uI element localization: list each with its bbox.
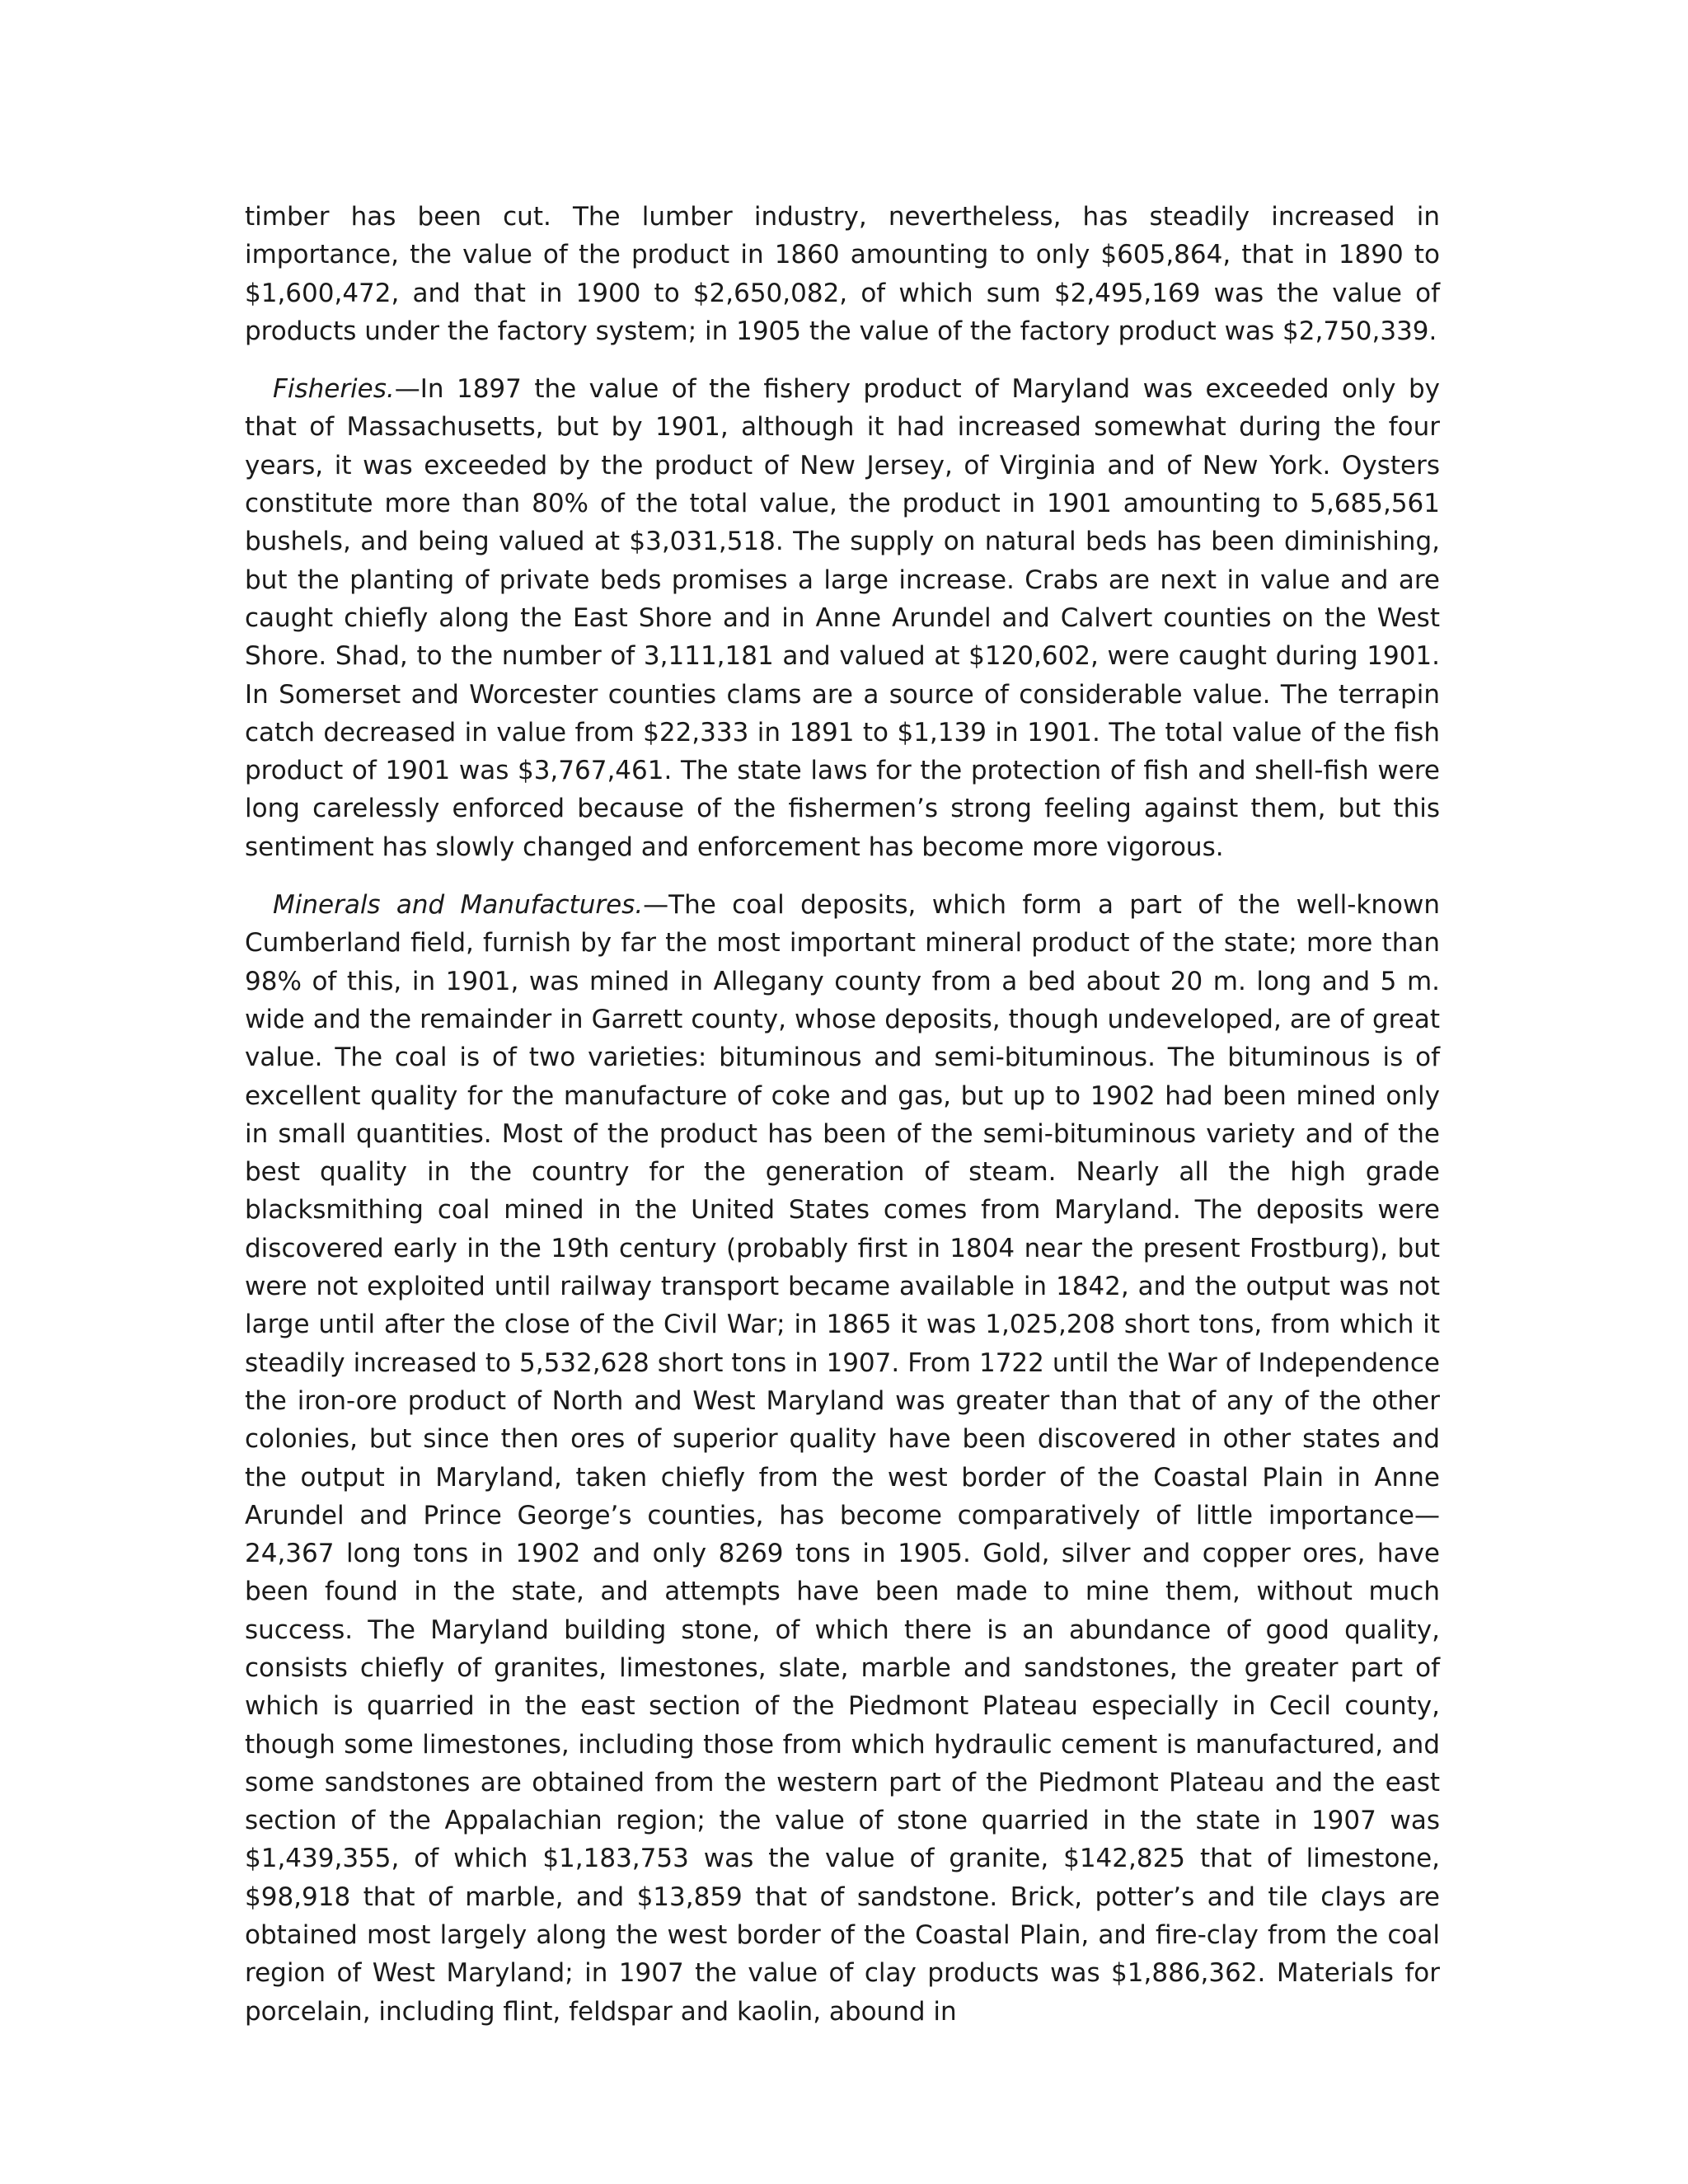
paragraph-lumber <box>245 198 1440 350</box>
paragraph-body: timber has been cut. The lumber industry, nevertheless, has steadily increased in importance, the value of the product in 1860 amounting to only $605,864, that in 1890 to $1,600,472, and that in 1900 to $2,650,082, of which sum $2,495,169 was the value of products under the factory system; in 1905 the value of the factory product was $2,750,339. <box>245 202 1440 346</box>
text-column <box>245 198 1440 2050</box>
paragraph-body: —In 1897 the value of the fishery product of Maryland was exceeded only by that of Massachusetts, but by 1901, although it had increased somewhat during the four years, it was exceeded by the product of New Jersey, of Virginia and of New York. Oysters constitute more than 80% of the total value, the product in 1901 amounting to 5,685,561 bushels, and being valued at $3,031,518. The supply on natural beds has been diminishing, but the planting of private beds promises a large increase. Crabs are next in value and are caught chiefly along the East Shore and in Anne Arundel and Calvert counties on the West Shore. Shad, to the number of 3,111,181 and valued at $120,602, were caught during 1901. In Somerset and Worcester counties clams are a source of considerable value. The terrapin catch decreased in value from $22,333 in 1891 to $1,139 in 1901. The total value of the fish product of 1901 was $3,767,461. The state laws for the protection of fish and shell-fish were long carelessly enforced because of the fishermen’s strong feeling against them, but this sentiment has slowly changed and enforcement has become more vigorous. <box>245 374 1440 862</box>
section-heading-minerals: Minerals and Manufactures. <box>273 890 644 921</box>
section-heading-fisheries: Fisheries. <box>273 374 395 405</box>
paragraph-fisheries <box>245 370 1440 866</box>
paragraph-minerals <box>245 886 1440 2031</box>
paragraph-body: —The coal deposits, which form a part of the well-known Cumberland field, furnish by far the most important mineral product of the state; more than 98% of this, in 1901, was mined in Allegany county from a bed about 20 m. long and 5 m. wide and the remainder in Garrett county, whose deposits, though undeveloped, are of great value. The coal is of two varieties: bituminous and semi-bituminous. The bituminous is of excellent quality for the manufacture of coke and gas, but up to 1902 had been mined only in small quantities. Most of the product has been of the semi-bituminous variety and of the best quality in the country for the generation of steam. Nearly all the high grade blacksmithing coal mined in the United States comes from Maryland. The deposits were discovered early in the 19th century (probably first in 1804 near the present Frostburg), but were not exploited until railway transport became available in 1842, and the output was not large until after the close of the Civil War; in 1865 it was 1,025,208 short tons, from which it steadily increased to 5,532,628 short tons in 1907. From 1722 until the War of Independence the iron-ore product of North and West Maryland was greater than that of any of the other colonies, but since then ores of superior quality have been discovered in other states and the output in Maryland, taken chiefly from the west border of the Coastal Plain in Anne Arundel and Prince George’s counties, has become comparatively of little importance—24,367 long tons in 1902 and only 8269 tons in 1905. Gold, silver and copper ores, have been found in the state, and attempts have been made to mine them, without much success. The Maryland building stone, of which there is an abundance of good quality, consists chiefly of granites, limestones, slate, marble and sandstones, the greater part of which is quarried in the east section of the Piedmont Plateau especially in Cecil county, though some limestones, including those from which hydraulic cement is manufactured, and some sandstones are obtained from the western part of the Piedmont Plateau and the east section of the Appalachian region; the value of stone quarried in the state in 1907 was $1,439,355, of which $1,183,753 was the value of granite, $142,825 that of limestone, $98,918 that of marble, and $13,859 that of sandstone. Brick, potter’s and tile clays are obtained most largely along the west border of the Coastal Plain, and fire-clay from the coal region of West Maryland; in 1907 the value of clay products was $1,886,362. Materials for porcelain, including flint, feldspar and kaolin, abound in <box>245 890 1440 2027</box>
